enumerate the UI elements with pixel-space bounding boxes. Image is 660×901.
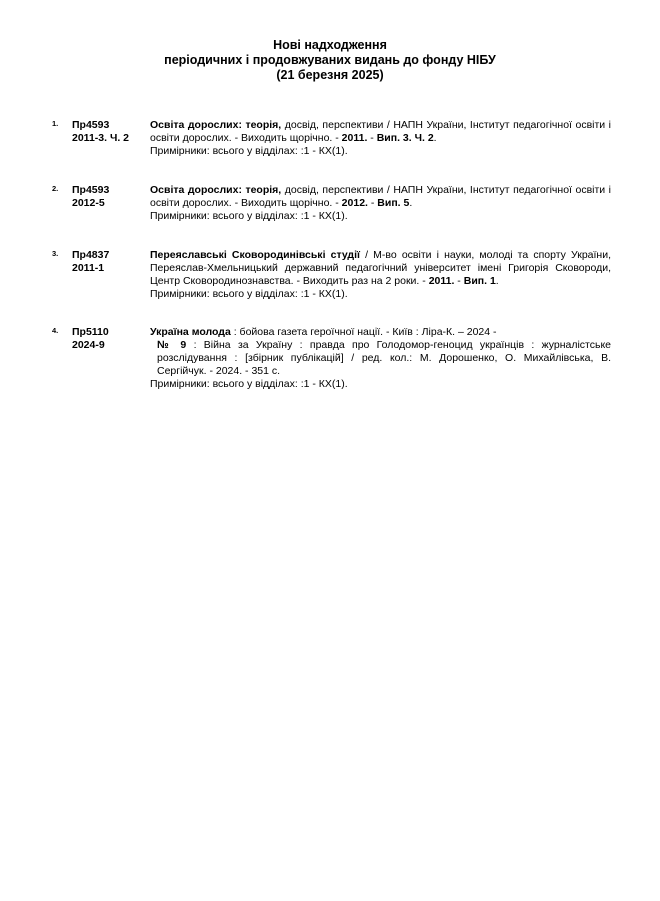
entry-number: 1.: [52, 119, 59, 128]
bibliographic-record: [150, 119, 611, 145]
document-header: [0, 38, 660, 83]
entry-shelf-code: [72, 184, 147, 210]
entry-volume: Вип. 3. Ч. 2: [376, 132, 434, 144]
entry-shelf-code: [72, 249, 147, 275]
entry-copies: Примірники: всього у відділах: :1 - КХ(1).: [150, 288, 348, 300]
header-subtitle: періодичних і продовжуваних видань до фонду НІБУ: [164, 53, 496, 67]
issue-code: 2024-9: [72, 339, 105, 351]
issue-record: [150, 339, 611, 378]
issue-code: 2011-3. Ч. 2: [72, 132, 130, 144]
bibliographic-record: [150, 249, 611, 288]
entry-body: досвід, перспективи / НАПН України, Інститут педагогічної освіти і освіти дорослих. - Виходить щорічно. -: [150, 119, 611, 144]
entry-title: Україна молода: [150, 326, 231, 338]
header-date: (21 березня 2025): [276, 68, 384, 82]
issue-code: 2011-1: [72, 262, 105, 274]
bibliographic-record: [150, 326, 611, 339]
bibliographic-record: [150, 184, 611, 210]
entry-body: : бойова газета героїчної нації. - Київ : Ліра-К. – 2024 -: [230, 326, 497, 338]
entry-number: 3.: [52, 249, 59, 258]
entry-copies: Примірники: всього у відділах: :1 - КХ(1).: [150, 210, 348, 222]
entry-body: / М-во освіти і науки, молоді та спорту України, Переяслав-Хмельницький державний педагогічний університет імені Григорія Сковороди, Центр Сковородинознавства. - Виходить раз на 2 роки. -: [150, 249, 611, 287]
shelf-mark: Пр5110: [72, 326, 109, 338]
entry-title: Освіта дорослих: теорія,: [150, 184, 282, 196]
entry-volume: Вип. 1: [463, 275, 496, 287]
entry-title: Освіта дорослих: теорія,: [150, 119, 282, 131]
header-title: Нові надходження: [273, 38, 387, 52]
entry-tail: .: [495, 275, 499, 287]
entry-separator: -: [367, 197, 378, 209]
shelf-mark: Пр4837: [72, 249, 110, 261]
issue-code: 2012-5: [72, 197, 105, 209]
entry-body: досвід, перспективи / НАПН України, Інститут педагогічної освіти і освіти дорослих. - Виходить щорічно. -: [150, 184, 611, 209]
issue-number: № 9: [157, 339, 187, 351]
entry-description: [150, 249, 611, 301]
entry-tail: .: [409, 197, 413, 209]
entry-separator: -: [367, 132, 377, 144]
entry-number: 4.: [52, 326, 59, 335]
entry-year: 2011.: [341, 132, 368, 144]
entry-description: [150, 326, 611, 391]
entry-shelf-code: [72, 326, 147, 352]
entry-title: Переяславські Сковородинівські студії: [150, 249, 360, 261]
entry-description: [150, 119, 611, 158]
entry-number: 2.: [52, 184, 59, 193]
entry-tail: .: [433, 132, 437, 144]
shelf-mark: Пр4593: [72, 119, 110, 131]
issue-description: : Війна за Україну : правда про Голодомор-геноцид українців : журналістське розслідування : [збірник публікацій] / ред. кол.: М. Дорошенко, О. Михайлівська, В. Сергійчук. - 2024. - 351 с.: [157, 339, 612, 377]
entry-year: 2011.: [428, 275, 455, 287]
entry-separator: -: [454, 275, 464, 287]
shelf-mark: Пр4593: [72, 184, 110, 196]
entry-shelf-code: [72, 119, 147, 145]
entry-year: 2012.: [341, 197, 368, 209]
entry-volume: Вип. 5: [377, 197, 410, 209]
entry-copies: Примірники: всього у відділах: :1 - КХ(1).: [150, 378, 348, 390]
entry-description: [150, 184, 611, 223]
entry-copies: Примірники: всього у відділах: :1 - КХ(1).: [150, 145, 348, 157]
